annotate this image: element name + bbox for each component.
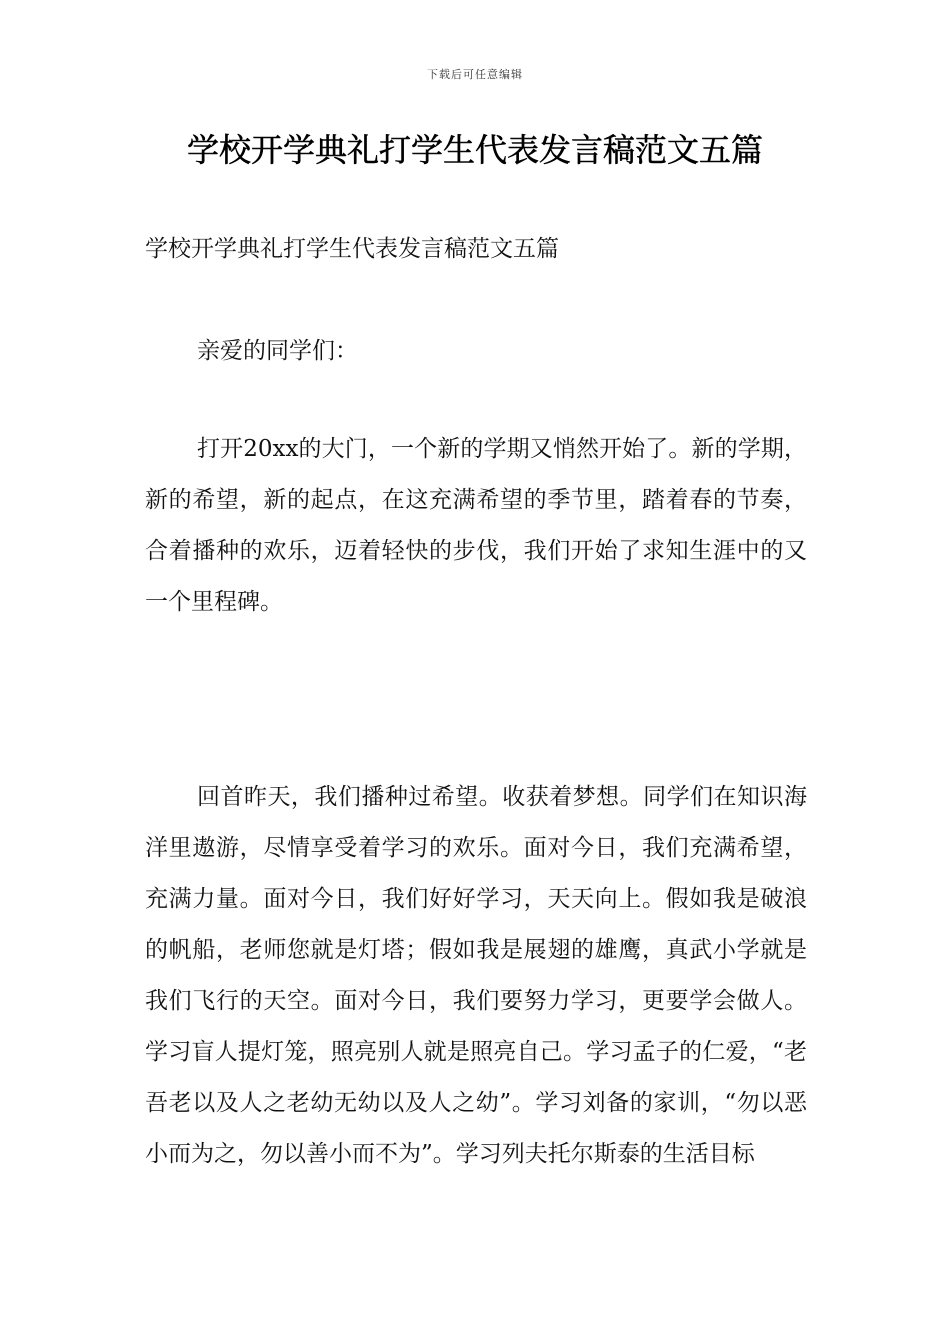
document-subtitle: 学校开学典礼打学生代表发言稿范文五篇 bbox=[145, 236, 559, 262]
document-title: 学校开学典礼打学生代表发言稿范文五篇 bbox=[186, 131, 763, 169]
paragraph-1: 打开20xx的大门，一个新的学期又悄然开始了。新的学期，新的希望，新的起点，在这充满希望的季节里，踏着春的节奏，合着播种的欢乐，迈着轻快的步伐，我们开始了求知生涯中的又一个里程碑。 bbox=[145, 436, 807, 615]
header-note: 下载后可任意编辑 bbox=[427, 68, 523, 81]
salutation: 亲爱的同学们： bbox=[197, 338, 358, 364]
paragraph-2: 回首昨天，我们播种过希望。收获着梦想。同学们在知识海洋里遨游，尽情享受着学习的欢乐。面对今日，我们充满希望，充满力量。面对今日，我们好好学习，天天向上。假如我是破浪的帆船，老师您就是灯塔；假如我是展翅的雄鹰，真武小学就是我们飞行的天空。面对今日，我们要努力学习，更要学会做人。学习盲人提灯笼，照亮别人就是照亮自己。学习孟子的仁爱，“老吾老以及人之老幼无幼以及人之幼”。学习刘备的家训，“勿以恶小而为之，勿以善小而不为”。学习列夫托尔斯泰的生活目标 bbox=[145, 784, 807, 1167]
